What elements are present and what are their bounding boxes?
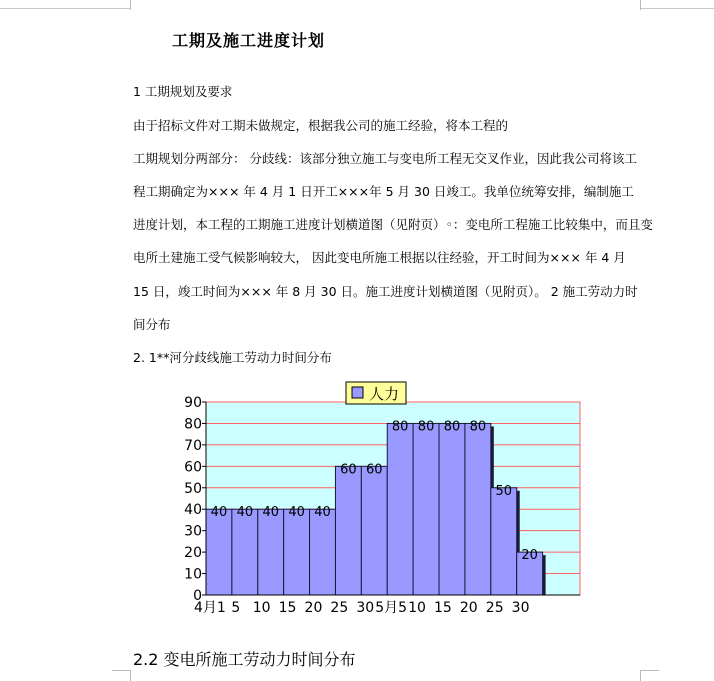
bar <box>335 466 361 595</box>
chart-legend <box>346 382 406 404</box>
x-tick-label: 15 <box>434 600 452 616</box>
bar <box>310 509 336 595</box>
paragraph-line: 工期规划分两部分： 分歧线：该部分独立施工与变电所工程无交叉作业，因此我公司将该工 <box>133 151 637 166</box>
x-tick-label: 25 <box>485 600 504 616</box>
data-label: 40 <box>314 505 331 521</box>
y-tick-label: 60 <box>184 459 202 476</box>
paragraph-line: 间分布 <box>133 317 171 332</box>
bar <box>232 509 258 595</box>
data-label: 40 <box>262 505 280 521</box>
y-tick-label: 30 <box>184 523 202 540</box>
x-tick-label: 5月5 <box>375 600 408 616</box>
data-label: 80 <box>469 419 487 435</box>
paragraph-line: 程工期确定为××× 年 4 月 1 日开工×××年 5 月 30 日竣工。我单位统筹安排，编制施工 <box>133 184 634 199</box>
y-tick-label: 90 <box>184 395 202 411</box>
legend-label: 人力 <box>369 385 400 403</box>
bar <box>258 509 284 595</box>
data-label: 80 <box>391 419 409 435</box>
subsection-heading-2-2: 2.2 变电所施工劳动力时间分布 <box>133 650 356 669</box>
paragraph-line: 进度计划，本工程的工期施工进度计划横道图（见附页）◦：变电所工程施工比较集中，而且变 <box>133 217 653 232</box>
x-tick-label: 15 <box>278 600 297 616</box>
y-tick-label: 20 <box>184 545 202 562</box>
bar <box>465 423 491 595</box>
bar <box>491 488 517 595</box>
y-tick-label: 50 <box>184 480 202 497</box>
legend-swatch <box>352 387 363 398</box>
margin-mark-top-right <box>640 0 659 10</box>
subsection-heading-2-1: 2. 1**河分歧线施工劳动力时间分布 <box>133 350 332 365</box>
x-tick-label: 4月1 <box>193 600 226 616</box>
y-tick-label: 70 <box>184 437 202 454</box>
document-title: 工期及施工进度计划 <box>172 31 326 50</box>
paragraph-line: 15 日，竣工时间为××× 年 8 月 30 日。施工进度计划横道图（见附页）。 2 施工劳动力时 <box>133 284 638 299</box>
x-tick-label: 5 <box>231 600 241 616</box>
x-tick-label: 10 <box>252 600 271 616</box>
y-tick-label: 0 <box>193 588 202 604</box>
data-label: 40 <box>288 505 305 521</box>
x-tick-label: 30 <box>511 600 530 616</box>
data-label: 80 <box>443 419 461 435</box>
data-label: 50 <box>495 483 513 499</box>
data-label: 80 <box>417 419 435 435</box>
bar <box>439 423 465 595</box>
bar <box>413 423 439 595</box>
bar <box>284 509 310 595</box>
header-rule-left <box>0 8 130 9</box>
bar <box>361 466 387 595</box>
labor-bar-chart <box>180 378 590 628</box>
paragraph-line: 由于招标文件对工期未做规定，根据我公司的施工经验，将本工程的 <box>133 118 509 133</box>
x-tick-label: 25 <box>330 600 349 616</box>
y-tick-label: 40 <box>184 502 202 519</box>
x-tick-label: 20 <box>304 600 323 616</box>
data-label: 40 <box>210 505 228 521</box>
data-label: 40 <box>236 505 254 521</box>
x-tick-label: 20 <box>459 600 478 616</box>
data-label: 20 <box>521 548 538 564</box>
x-axis-labels <box>194 600 530 616</box>
margin-mark-bottom-right <box>640 670 659 681</box>
bar <box>206 509 232 595</box>
margin-mark-top-left <box>112 0 131 10</box>
y-tick-label: 80 <box>184 416 202 433</box>
margin-mark-bottom-left <box>112 670 131 681</box>
x-tick-label: 30 <box>356 600 375 616</box>
section-heading-1: 1 工期规划及要求 <box>133 84 233 99</box>
y-axis-labels <box>184 395 202 604</box>
paragraph-line: 电所土建施工受气候影响较大， 因此变电所施工根据以往经验，开工时间为××× 年 4 月 <box>133 250 626 265</box>
data-label: 60 <box>340 462 357 478</box>
y-tick-label: 10 <box>184 566 202 583</box>
x-tick-label: 10 <box>408 600 426 616</box>
data-label: 60 <box>366 462 383 478</box>
bar <box>387 423 413 595</box>
